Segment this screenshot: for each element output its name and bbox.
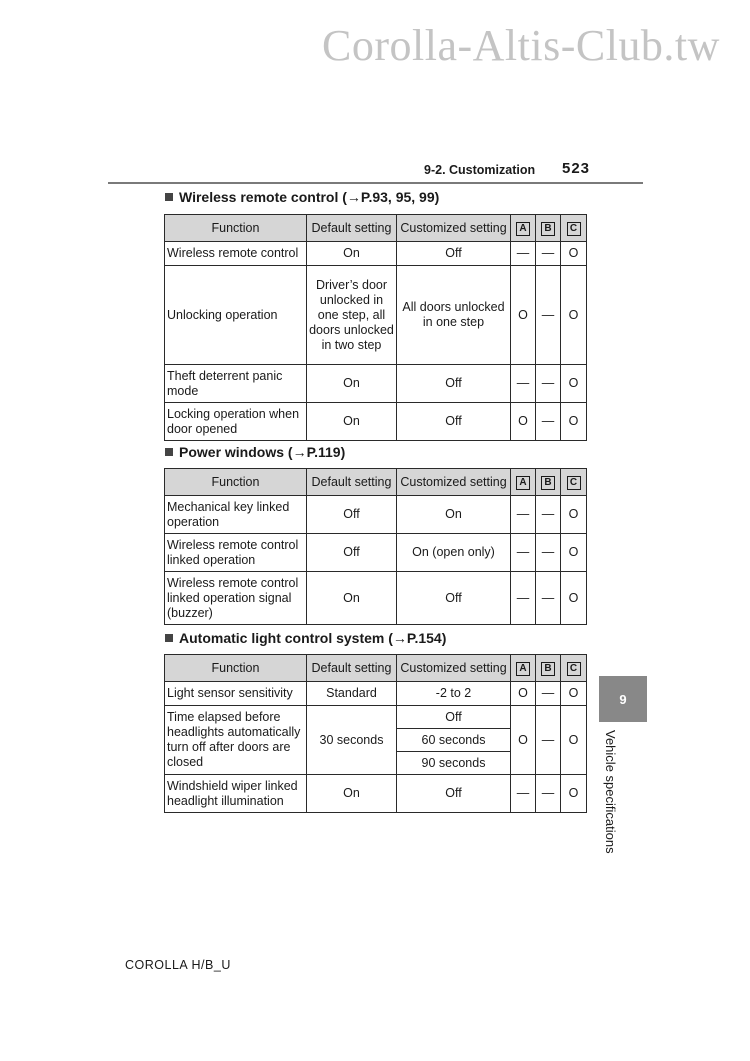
cell-a: — bbox=[511, 242, 536, 266]
cell-a: O bbox=[511, 706, 536, 775]
cell-default: On bbox=[307, 572, 397, 625]
cell-custom: All doors unlocked in one step bbox=[397, 266, 511, 365]
cell-function: Wireless remote control linked operation bbox=[165, 534, 307, 572]
col-c bbox=[561, 655, 587, 682]
cell-b: — bbox=[536, 572, 561, 625]
bullet-square-icon bbox=[165, 193, 173, 201]
cell-a: O bbox=[511, 266, 536, 365]
cell-default: Driver’s door unlocked in one step, all doors unlocked in two step bbox=[307, 266, 397, 365]
cell-a: — bbox=[511, 496, 536, 534]
cell-default: Standard bbox=[307, 682, 397, 706]
chapter-tab-label: Vehicle specifications bbox=[603, 730, 618, 854]
header-rule bbox=[108, 182, 643, 184]
table-row bbox=[165, 682, 587, 706]
watermark: Corolla-Altis-Club.tw bbox=[322, 21, 720, 70]
cell-custom-option: 90 seconds bbox=[397, 752, 511, 775]
table-row bbox=[165, 266, 587, 365]
cell-custom: Off bbox=[397, 242, 511, 266]
col-custom: Customized setting bbox=[397, 215, 511, 242]
cell-c: O bbox=[561, 572, 587, 625]
cell-function: Wireless remote control bbox=[165, 242, 307, 266]
col-a bbox=[511, 215, 536, 242]
badge-c-icon: C bbox=[567, 222, 581, 236]
bullet-square-icon bbox=[165, 448, 173, 456]
cell-b: — bbox=[536, 403, 561, 441]
cell-b: — bbox=[536, 534, 561, 572]
cell-custom: Off bbox=[397, 775, 511, 813]
badge-b-icon: B bbox=[541, 476, 555, 490]
col-default: Default setting bbox=[307, 655, 397, 682]
cell-default: On bbox=[307, 365, 397, 403]
cell-c: O bbox=[561, 403, 587, 441]
table-row bbox=[165, 365, 587, 403]
cell-c: O bbox=[561, 242, 587, 266]
col-function: Function bbox=[165, 655, 307, 682]
cell-c: O bbox=[561, 365, 587, 403]
table-row bbox=[165, 242, 587, 266]
cell-custom: -2 to 2 bbox=[397, 682, 511, 706]
cell-a: — bbox=[511, 365, 536, 403]
cell-function: Unlocking operation bbox=[165, 266, 307, 365]
cell-function: Light sensor sensitivity bbox=[165, 682, 307, 706]
table-row bbox=[165, 572, 587, 625]
section-title-power-windows: Power windows (→P.119) bbox=[165, 444, 345, 460]
col-b bbox=[536, 469, 561, 496]
table-header-row bbox=[165, 469, 587, 496]
cell-function: Locking operation when door opened bbox=[165, 403, 307, 441]
cell-c: O bbox=[561, 496, 587, 534]
badge-b-icon: B bbox=[541, 662, 555, 676]
cell-function: Windshield wiper linked headlight illumination bbox=[165, 775, 307, 813]
table-row bbox=[165, 496, 587, 534]
header-section-title: 9-2. Customization bbox=[424, 163, 536, 177]
footer-model: COROLLA H/B_U bbox=[125, 958, 231, 972]
cell-default: On bbox=[307, 403, 397, 441]
cell-b: — bbox=[536, 365, 561, 403]
cell-default: 30 seconds bbox=[307, 706, 397, 775]
cell-a: O bbox=[511, 403, 536, 441]
section-title-automatic-light: Automatic light control system (→P.154) bbox=[165, 630, 446, 646]
cell-default: On bbox=[307, 775, 397, 813]
table-row bbox=[165, 775, 587, 813]
col-function: Function bbox=[165, 215, 307, 242]
cell-custom: Off bbox=[397, 572, 511, 625]
col-b bbox=[536, 655, 561, 682]
cell-custom: Off bbox=[397, 403, 511, 441]
cell-function: Wireless remote control linked operation signal (buzzer) bbox=[165, 572, 307, 625]
table-header-row bbox=[165, 215, 587, 242]
col-default: Default setting bbox=[307, 469, 397, 496]
page-number: 523 bbox=[562, 160, 591, 177]
cell-b: — bbox=[536, 706, 561, 775]
col-custom: Customized setting bbox=[397, 469, 511, 496]
cell-function: Time elapsed before headlights automatically turn off after doors are closed bbox=[165, 706, 307, 775]
badge-c-icon: C bbox=[567, 476, 581, 490]
cell-b: — bbox=[536, 496, 561, 534]
badge-a-icon: A bbox=[516, 476, 530, 490]
table-row bbox=[165, 403, 587, 441]
badge-a-icon: A bbox=[516, 222, 530, 236]
cell-c: O bbox=[561, 266, 587, 365]
cell-a: — bbox=[511, 572, 536, 625]
cell-custom: On bbox=[397, 496, 511, 534]
cell-function: Mechanical key linked operation bbox=[165, 496, 307, 534]
col-function: Function bbox=[165, 469, 307, 496]
cell-b: — bbox=[536, 682, 561, 706]
col-a bbox=[511, 655, 536, 682]
section-title-wireless-remote: Wireless remote control (→P.93, 95, 99) bbox=[165, 189, 439, 205]
cell-function: Theft deterrent panic mode bbox=[165, 365, 307, 403]
badge-c-icon: C bbox=[567, 662, 581, 676]
bullet-square-icon bbox=[165, 634, 173, 642]
col-custom: Customized setting bbox=[397, 655, 511, 682]
col-c bbox=[561, 215, 587, 242]
table-automatic-light bbox=[164, 654, 587, 813]
cell-custom-option: 60 seconds bbox=[397, 729, 511, 752]
cell-custom: On (open only) bbox=[397, 534, 511, 572]
cell-default: Off bbox=[307, 534, 397, 572]
cell-c: O bbox=[561, 682, 587, 706]
cell-a: — bbox=[511, 534, 536, 572]
cell-b: — bbox=[536, 242, 561, 266]
col-b bbox=[536, 215, 561, 242]
badge-b-icon: B bbox=[541, 222, 555, 236]
badge-a-icon: A bbox=[516, 662, 530, 676]
col-default: Default setting bbox=[307, 215, 397, 242]
cell-b: — bbox=[536, 266, 561, 365]
cell-custom-option: Off bbox=[397, 706, 511, 729]
cell-c: O bbox=[561, 534, 587, 572]
cell-default: On bbox=[307, 242, 397, 266]
table-row bbox=[165, 534, 587, 572]
cell-a: O bbox=[511, 682, 536, 706]
table-wireless-remote bbox=[164, 214, 587, 441]
cell-custom: Off bbox=[397, 365, 511, 403]
table-power-windows bbox=[164, 468, 587, 625]
table-row bbox=[165, 706, 587, 729]
table-header-row bbox=[165, 655, 587, 682]
col-c bbox=[561, 469, 587, 496]
cell-c: O bbox=[561, 706, 587, 775]
chapter-tab-number: 9 bbox=[619, 691, 627, 707]
cell-b: — bbox=[536, 775, 561, 813]
cell-default: Off bbox=[307, 496, 397, 534]
cell-c: O bbox=[561, 775, 587, 813]
cell-a: — bbox=[511, 775, 536, 813]
chapter-tab bbox=[599, 676, 647, 722]
col-a bbox=[511, 469, 536, 496]
